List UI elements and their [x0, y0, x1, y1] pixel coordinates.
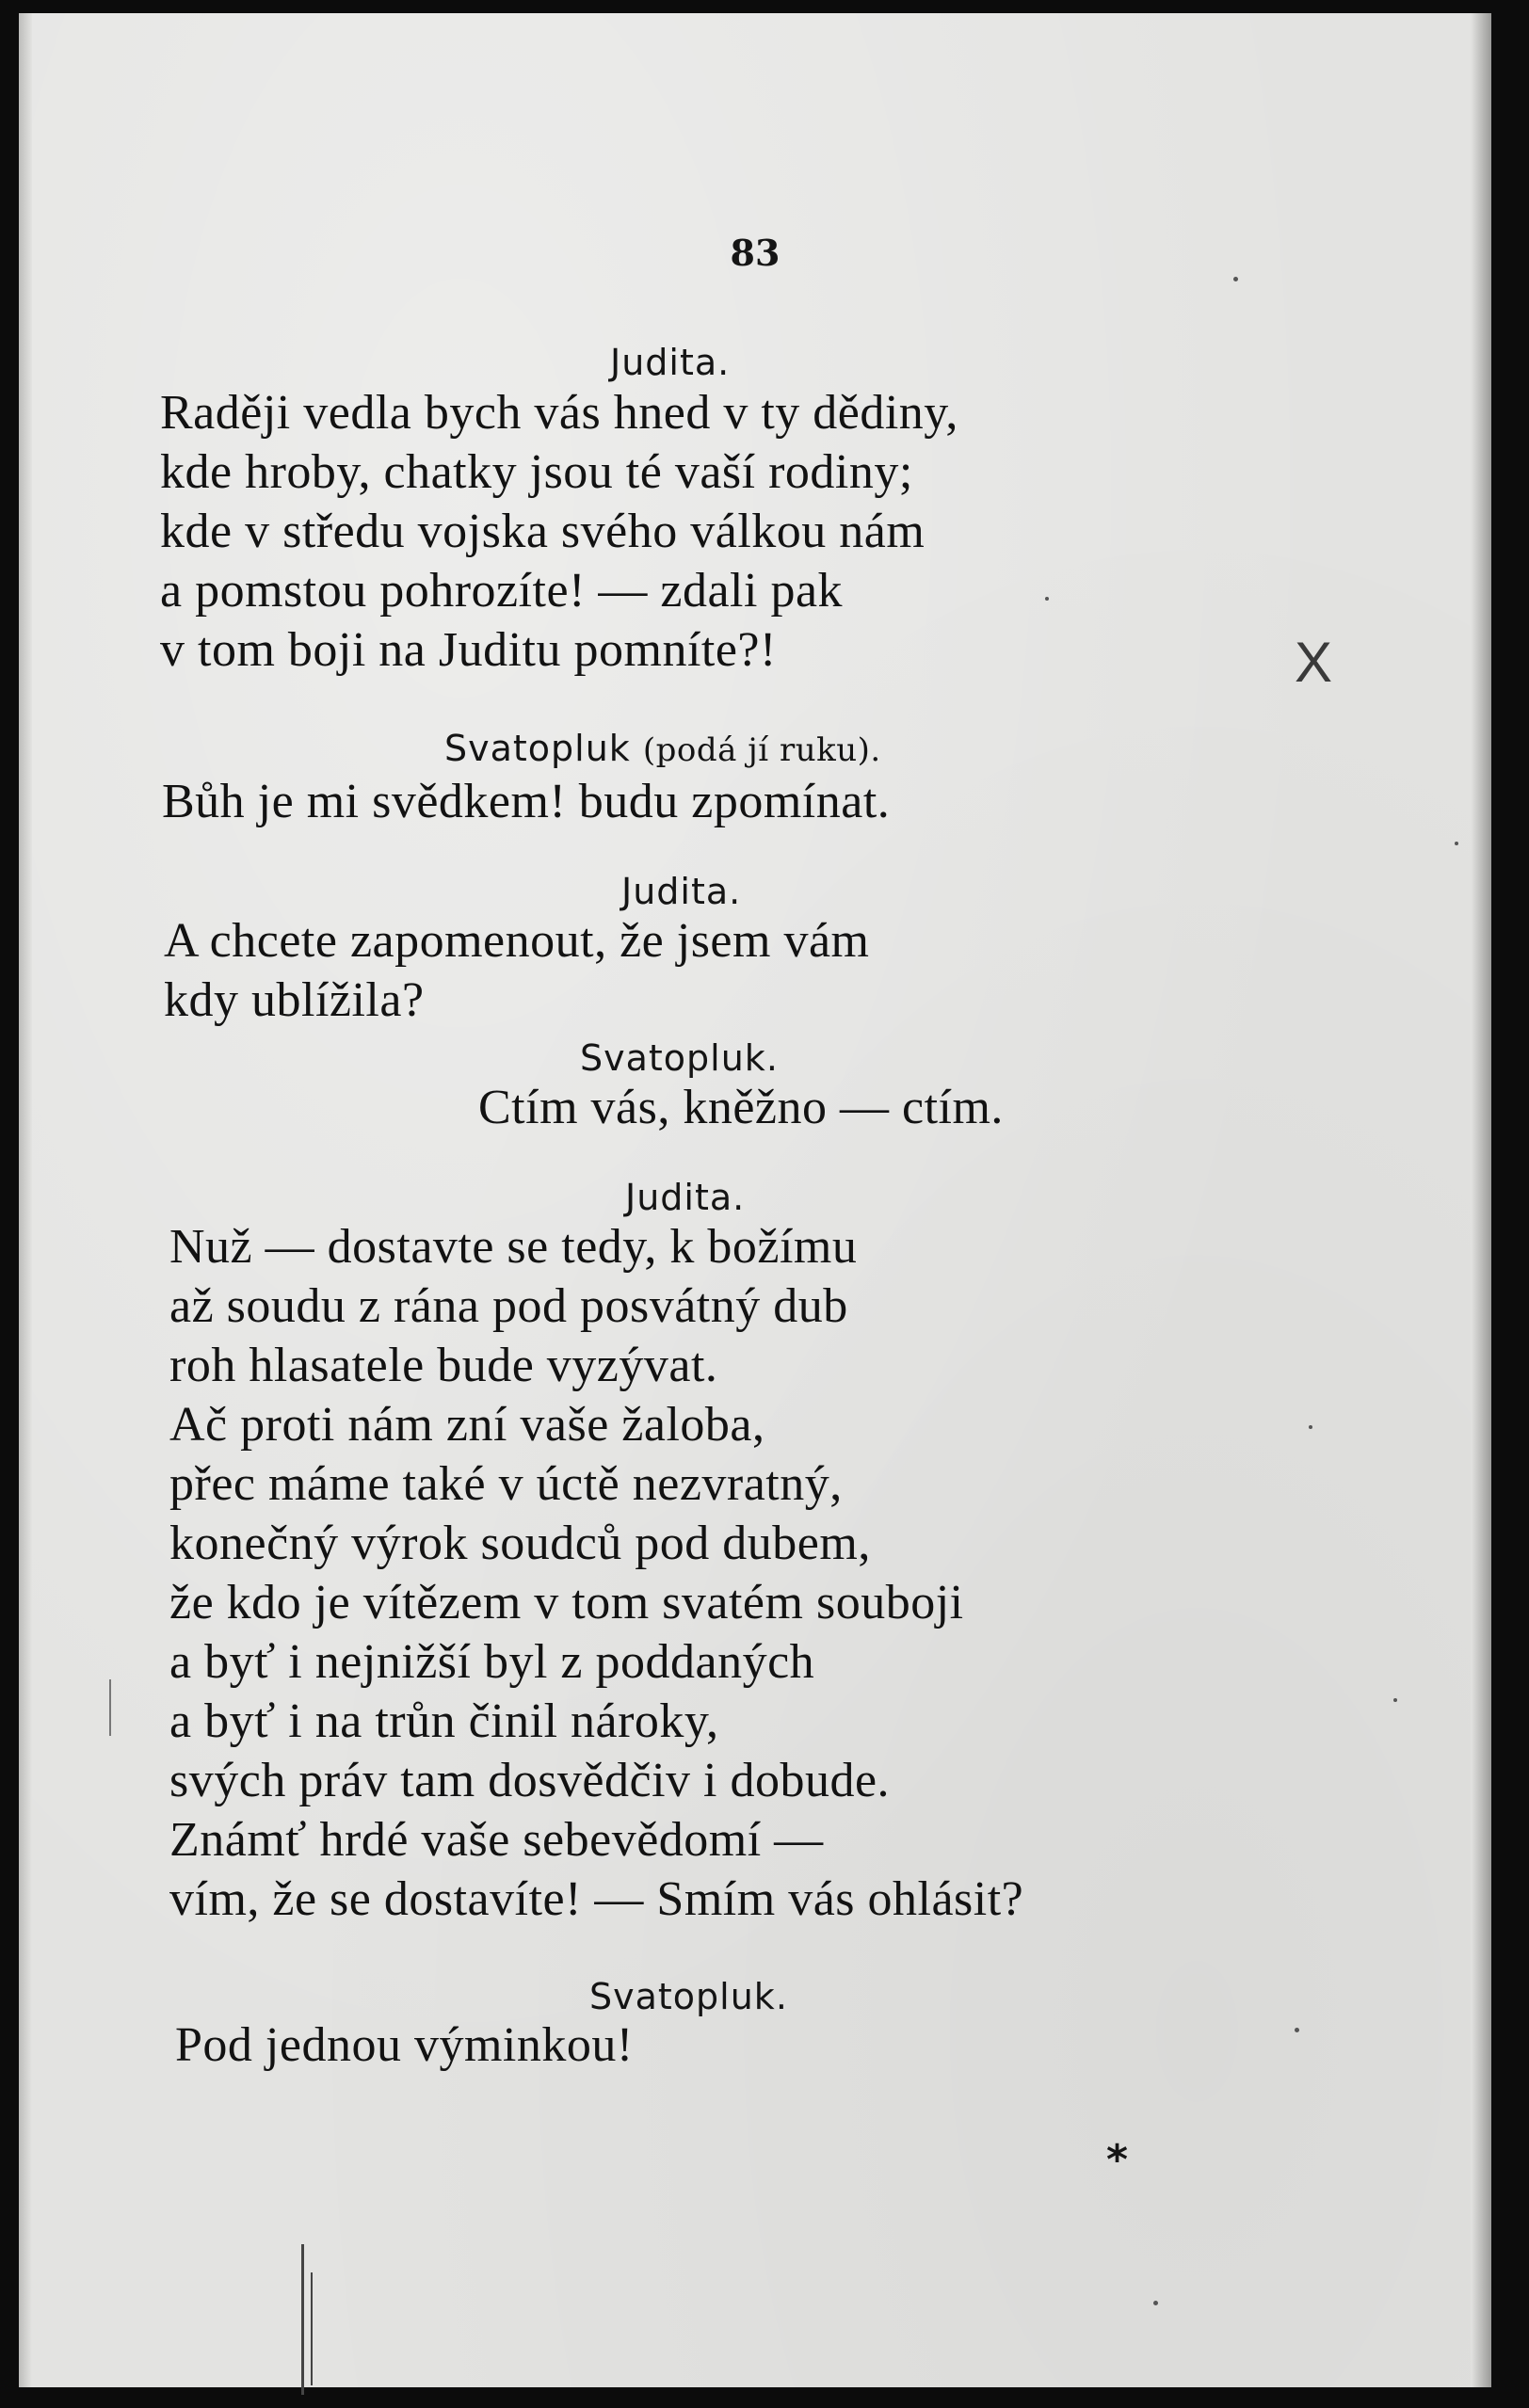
print-speck	[1295, 2028, 1299, 2032]
verse-line: vím, že se dostavíte! — Smím vás ohlásit?	[169, 1872, 1024, 1926]
print-scratch	[109, 1679, 111, 1736]
verse-line: že kdo je vítězem v tom svatém souboji	[169, 1576, 964, 1629]
speaker-name: Svatopluk.	[580, 1037, 779, 1079]
print-speck	[1045, 597, 1049, 601]
verse-line: Raději vedla bych vás hned v ty dědiny,	[160, 386, 958, 440]
print-speck	[1309, 1425, 1312, 1429]
verse-line: Bůh je mi svědkem! budu zpomínat.	[162, 775, 891, 828]
speaker-heading	[610, 341, 730, 384]
verse-line: kde hroby, chatky jsou té vaší rodiny;	[160, 445, 913, 499]
speaker-name: Judita.	[625, 1177, 746, 1218]
verse-line: A chcete zapomenout, že jsem vám	[164, 914, 870, 968]
verse-line: kdy ublížila?	[164, 973, 425, 1027]
speaker-name: Judita.	[621, 871, 742, 912]
verse-line: a byť i na trůn činil nároky,	[169, 1694, 719, 1748]
speaker-name: Judita.	[610, 342, 731, 383]
print-scratch	[301, 2244, 304, 2395]
verse-line: konečný výrok soudců pod dubem,	[169, 1517, 871, 1570]
print-speck	[1153, 2301, 1158, 2305]
print-speck	[1393, 1698, 1397, 1702]
verse-line: Známť hrdé vaše sebevědomí —	[169, 1813, 824, 1867]
page-right-edge	[1471, 13, 1491, 2387]
speaker-heading	[621, 870, 741, 913]
speaker-heading	[444, 727, 881, 772]
speaker-name: Svatopluk	[444, 728, 631, 769]
page-binding-edge	[19, 13, 32, 2387]
book-page	[19, 13, 1491, 2387]
verse-line: a pomstou pohrozíte! — zdali pak	[160, 564, 844, 618]
speaker-heading	[580, 1036, 779, 1080]
page-number: 83	[730, 232, 781, 274]
speaker-name: Svatopluk.	[589, 1976, 788, 2017]
margin-annotation-x: X	[1295, 631, 1333, 694]
print-speck	[1233, 277, 1238, 281]
verse-line: přec máme také v úctě nezvratný,	[169, 1457, 843, 1511]
print-scratch	[311, 2272, 313, 2385]
verse-line: a byť i nejnižší byl z poddaných	[169, 1635, 815, 1689]
verse-line: v tom boji na Juditu pomníte?!	[160, 623, 777, 677]
verse-line: kde v středu vojska svého válkou nám	[160, 505, 925, 558]
speaker-heading	[589, 1975, 788, 2018]
speaker-heading	[625, 1176, 745, 1219]
print-speck	[1455, 842, 1458, 845]
verse-line: Pod jednou výminkou!	[175, 2018, 634, 2072]
verse-line: svých práv tam dosvědčiv i dobude.	[169, 1754, 891, 1807]
verse-line: Nuž — dostavte se tedy, k božímu	[169, 1220, 858, 1274]
verse-line: Ač proti nám zní vaše žaloba,	[169, 1398, 765, 1452]
footer-asterisk: *	[1106, 2136, 1129, 2184]
verse-line: roh hlasatele bude vyzývat.	[169, 1339, 718, 1392]
stage-direction: (podá jí ruku).	[642, 731, 881, 769]
verse-line: až soudu z rána pod posvátný dub	[169, 1279, 848, 1333]
verse-line: Ctím vás, kněžno — ctím.	[478, 1081, 1004, 1134]
